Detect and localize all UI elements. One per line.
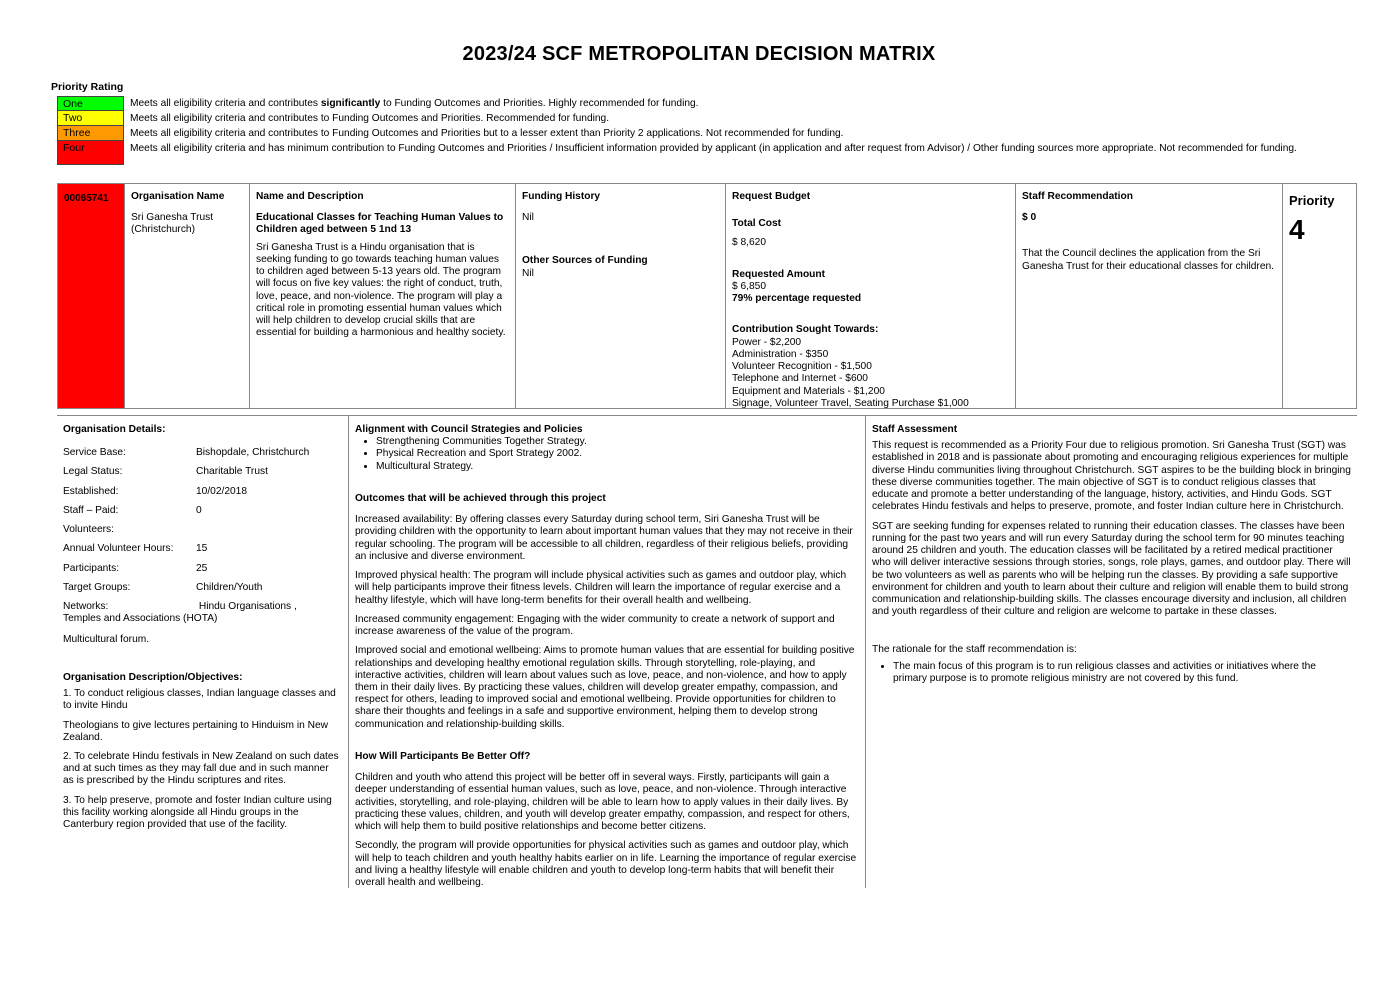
other-sources-value: Nil (522, 267, 534, 279)
priority-legend (57, 96, 1327, 165)
organisation-details-column (57, 416, 349, 888)
objective-item: Theologians to give lectures pertaining to Hinduism in New Zealand. (63, 719, 329, 743)
better-off-heading: How Will Participants Be Better Off? (355, 750, 531, 762)
application-id: 00065741 (58, 184, 125, 408)
contribution-item: Volunteer Recognition - $1,500 (732, 361, 872, 373)
other-sources-header: Other Sources of Funding (522, 255, 648, 267)
organisation-header: Organisation Name (131, 191, 225, 202)
contribution-item: Signage, Volunteer Travel, Seating Purchase $1,000 (732, 397, 969, 409)
legend-desc-three: Meets all eligibility criteria and contributes to Funding Outcomes and Priorities but to a lesser extent than Priority 2 applications. Not recommended for funding. (130, 128, 844, 139)
rationale-intro: The rationale for the staff recommendation is: (872, 643, 1077, 655)
legend-row-three (57, 126, 1327, 141)
staff-assessment-heading: Staff Assessment (872, 424, 958, 435)
alignment-item: • Physical Recreation and Sport Strategy 2002. (376, 448, 859, 460)
staff-recommendation-text: That the Council declines the application from the Sri Ganesha Trust for their educational classes for children. (1022, 248, 1274, 272)
alignment-item: • Strengthening Communities Together Strategy. (376, 436, 859, 448)
legend-row-two (57, 111, 1327, 126)
detail-row: Staff – Paid: 0 (63, 504, 202, 516)
objective-item: 1. To conduct religious classes, Indian language classes and to invite Hindu (63, 688, 336, 712)
alignment-item: • Multicultural Strategy. (376, 461, 859, 473)
priority-label: Priority (1289, 193, 1335, 208)
contribution-item: Telephone and Internet - $600 (732, 373, 868, 385)
project-description: Sri Ganesha Trust is a Hindu organisation that is seeking funding to go towards teaching human values to children aged between 5-13 years old. The program will focus on five key values: the right of conduct, truth, love, peace, and non-violence. The program will play a critical role in promoting essential human values which will help children to develop crucial skills that are essential for building a harmonious and healthy society. (256, 241, 506, 339)
legend-row-one (57, 96, 1327, 111)
legend-row-four (57, 141, 1327, 165)
outcome-paragraph: Improved social and emotional wellbeing: Aims to promote human values that are essential for building positive relationships and developing healthy emotional regulation skills. Through storytelling, role-playing, and interactive activities, children will learn about values such as love, peace, and non-violence, and how to apply them in their daily lives. By practicing these values, children will develop greater empathy, compassion, and respect for others, leading to improved social and emotional wellbeing. Provide opportunities for children to share their thoughts and feelings in a safe and supportive environment, helping them to develop strong communication and relationship-building skills. (355, 645, 855, 730)
organisation-details-heading: Organisation Details: (63, 424, 166, 435)
staff-recommendation-amount: $ 0 (1022, 212, 1037, 224)
requested-amount-value: $ 6,850 (732, 280, 766, 292)
networks-continued: Temples and Associations (HOTA) (63, 613, 218, 625)
page-title: 2023/24 SCF METROPOLITAN DECISION MATRIX (462, 43, 936, 65)
networks-row: Networks: Hindu Organisations , (63, 601, 297, 613)
outcomes-heading: Outcomes that will be achieved through this project (355, 492, 606, 504)
outcome-paragraph: Increased availability: By offering classes every Saturday during school term, Siri Ganesha Trust will be providing children with the opportunity to learn about important human values that they may not receive in their regular schooling. The program will be accessible to all children, regardless of their religious beliefs, providing an inclusive and diverse environment. (355, 514, 853, 562)
outcome-paragraph: Increased community engagement: Engaging with the wider community to create a network of support and increase awareness of the value of the program. (355, 613, 835, 638)
priority-rating-heading: Priority Rating (51, 81, 124, 93)
rationale-item: • The main focus of this program is to run religious classes and activities or initiatives where the primary purpose is to promote religious ministry are not covered by this fund. (893, 661, 1351, 685)
funding-history-cell (516, 184, 726, 408)
description-cell (250, 184, 516, 408)
detail-row: Annual Volunteer Hours: 15 (63, 543, 208, 555)
staff-recommendation-header: Staff Recommendation (1022, 191, 1133, 202)
assessment-paragraph: SGT are seeking funding for expenses related to running their education classes. The classes have been running for the past two years and will run every Saturday during the school term for 90 minutes teaching around 25 children and youth. The education classes will be facilitated by a retired medical practitioner who will deliver interactive sessions through stories, songs, role plays, games, and outdoor play. There will be two volunteers as well as parents who will be helping run the classes. By providing a safe supportive environment for children and youth to learn about their culture and religion will enable them to build strong communication and relationship-building skills. The classes encourage diversity and inclusion, all children and youth regardless of their culture and religion are welcome to partake in these classes. (872, 520, 1351, 618)
better-off-paragraph: Children and youth who attend this project will be better off in several ways. Firstly, participants will gain a deeper understanding of essential human values, such as love, peace, and non-violence. Through interactive activities, storytelling, and role-playing, children will be able to learn how to apply values in their daily lives. By practicing these values, children, and youth will develop greater empathy, compassion, and respect for others, which will help them to build positive relationships and become better citizens. (355, 772, 850, 833)
staff-assessment-column (866, 416, 1357, 888)
legend-desc-one: Meets all eligibility criteria and contributes significantly to Funding Outcomes and Priorities. Highly recommended for funding. (130, 98, 699, 109)
organisation-name: Sri Ganesha Trust (Christchurch) (131, 212, 214, 236)
priority-value: 4 (1289, 213, 1305, 245)
detail-row: Service Base: Bishopdale, Christchurch (63, 447, 310, 459)
legend-swatch-two: Two (57, 111, 124, 126)
organisation-cell (125, 184, 250, 408)
alignment-list (355, 436, 859, 473)
contribution-item: Administration - $350 (732, 348, 829, 360)
priority-cell (1283, 184, 1356, 408)
rationale-list (872, 661, 1351, 685)
alignment-heading: Alignment with Council Strategies and Policies (355, 424, 583, 435)
legend-desc-four: Meets all eligibility criteria and has minimum contribution to Funding Outcomes and Priorities / Insufficient information provided by applicant (in application and after request from Advisor) / Other funding sources more appropriate. Not recommended for funding. (130, 143, 1297, 154)
contribution-item: Equipment and Materials - $1,200 (732, 385, 885, 397)
request-budget-header: Request Budget (732, 191, 811, 202)
detail-row: Participants: 25 (63, 562, 208, 574)
detail-row: Target Groups: Children/Youth (63, 581, 263, 593)
contribution-label: Contribution Sought Towards: (732, 324, 879, 336)
application-summary-row (57, 183, 1357, 409)
objectives-heading: Organisation Description/Objectives: (63, 671, 243, 683)
objective-item: 2. To celebrate Hindu festivals in New Zealand on such dates and at such times as they may fall due and in such manner as is prescribed by the Hindu scriptures and rites. (63, 750, 339, 787)
detail-section (57, 416, 1357, 888)
detail-row: Established: 10/02/2018 (63, 485, 247, 497)
total-cost-value: $ 8,620 (732, 237, 766, 249)
alignment-column (349, 416, 866, 888)
better-off-paragraph: Secondly, the program will provide opportunities for physical activities such as games and outdoor play, which will help to teach children and youth healthy habits earlier on in life. Learning the importance of regular exercise and living a healthy lifestyle will enable children and youth to develop long-term habits that will benefit their overall health and wellbeing. (355, 840, 857, 889)
legend-swatch-three: Three (57, 126, 124, 141)
description-header: Name and Description (256, 191, 364, 202)
legend-swatch-one: One (57, 96, 124, 111)
outcome-paragraph: Improved physical health: The program will include physical activities such as games and outdoor play, which will help participants improve their fitness levels. Children will learn the importance of regular exercise and a healthy lifestyle, which will have long-term benefits for their overall health and wellbeing. (355, 570, 847, 606)
multicultural-forum: Multicultural forum. (63, 633, 150, 645)
legend-desc-two: Meets all eligibility criteria and contributes to Funding Outcomes and Priorities. Recommended for funding. (130, 113, 610, 124)
total-cost-label: Total Cost (732, 218, 782, 230)
request-budget-cell (726, 184, 1016, 408)
staff-recommendation-cell (1016, 184, 1283, 408)
objective-item: 3. To help preserve, promote and foster Indian culture using this facility working alongside all Hindu groups in the Canterbury region provided that use of the facility. (63, 794, 332, 831)
project-title: Educational Classes for Teaching Human Values to Children aged between 5 1nd 13 (256, 212, 504, 236)
legend-swatch-four: Four (57, 141, 124, 165)
requested-amount-label: Requested Amount (732, 268, 826, 280)
contribution-item: Power - $2,200 (732, 336, 802, 348)
funding-history-value: Nil (522, 212, 534, 224)
assessment-paragraph: This request is recommended as a Priority Four due to religious promotion. Sri Ganesha Trust (SGT) was established in 2018 and is passionate about promoting and encouraging religious experiences for multiple diverse Hindu communities living throughout Christchurch. SGT aspires to be the building block in bringing these diverse communities together. The main objective of SGT is to conduct religious classes that educate and promote a better understanding of the language, history, activities, and Hindu Gods. SGT celebrates Hindu festivals and helps to preserve, promote, and foster Indian culture here in Christchurch. (872, 440, 1351, 513)
percentage-requested: 79% percentage requested (732, 293, 862, 305)
detail-row: Volunteers: (63, 524, 114, 536)
detail-row: Legal Status: Charitable Trust (63, 466, 268, 478)
funding-history-header: Funding History (522, 191, 601, 202)
